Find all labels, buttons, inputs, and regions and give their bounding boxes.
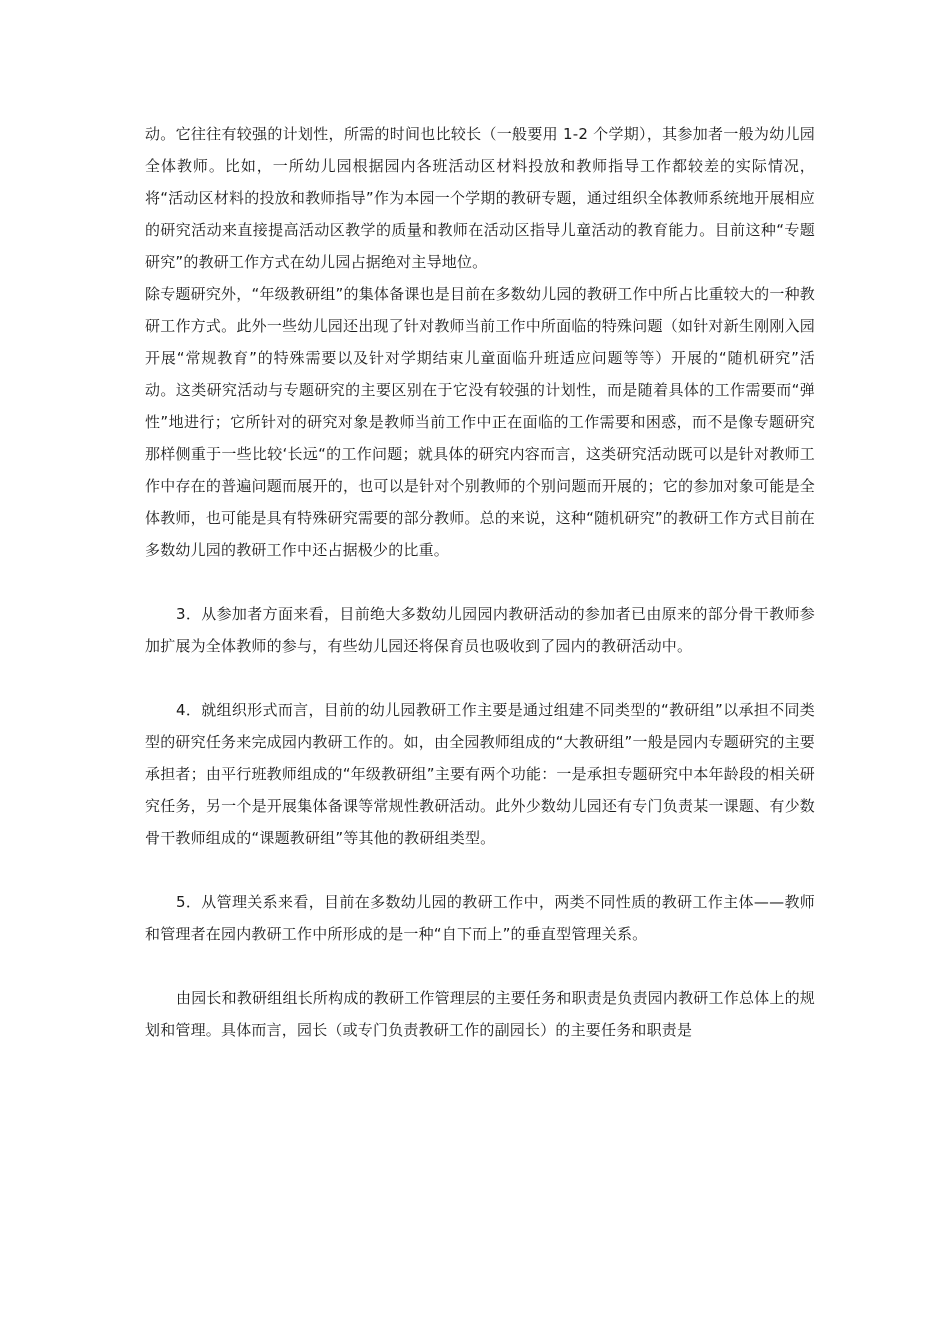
paragraph-special-research-continuation: 动。它往往有较强的计划性，所需的时间也比较长（一般要用 1-2 个学期），其参加者一般为幼儿园全体教师。比如，一所幼儿园根据园内各班活动区材料投放和教师指导工作都较差的实际情况，将“活动区材料的投放和教师指导”作为本园一个学期的教研专题，通过组织全体教师系统地开展相应的研究活动来直接提高活动区教学的质量和教师在活动区指导儿童活动的教育能力。目前这种“专题研究”的教研工作方式在幼儿园占据绝对主导地位。: [145, 125, 815, 271]
document-page: [145, 118, 815, 1046]
paragraph-point-4-organization: 4．就组织形式而言，目前的幼儿园教研工作主要是通过组建不同类型的“教研组”以承担不同类型的研究任务来完成园内教研工作的。如，由全园教师组成的“大教研组”一般是园内专题研究的主要承担者；由平行班教师组成的“年级教研组”主要有两个功能：一是承担专题研究中本年龄段的相关研究任务，另一个是开展集体备课等常规性教研活动。此外少数幼儿园还有专门负责某一课题、有少数骨干教师组成的“课题教研组”等其他的教研组类型。: [145, 701, 815, 847]
paragraph-point-3-participants: 3．从参加者方面来看，目前绝大多数幼儿园园内教研活动的参加者已由原来的部分骨干教师参加扩展为全体教师的参与，有些幼儿园还将保育员也吸收到了园内的教研活动中。: [145, 605, 815, 655]
paragraph-management-duties: 由园长和教研组组长所构成的教研工作管理层的主要任务和职责是负责园内教研工作总体上的规划和管理。具体而言，园长（或专门负责教研工作的副园长）的主要任务和职责是: [145, 989, 815, 1039]
paragraph-point-5-management: 5．从管理关系来看，目前在多数幼儿园的教研工作中，两类不同性质的教研工作主体——教师和管理者在园内教研工作中所形成的是一种“自下而上”的垂直型管理关系。: [145, 893, 815, 943]
paragraph-random-research: 除专题研究外，“年级教研组”的集体备课也是目前在多数幼儿园的教研工作中所占比重较大的一种教研工作方式。此外一些幼儿园还出现了针对教师当前工作中所面临的特殊问题（如针对新生刚刚入园开展“常规教育”的特殊需要以及针对学期结束儿童面临升班适应问题等等）开展的“随机研究”活动。这类研究活动与专题研究的主要区别在于它没有较强的计划性，而是随着具体的工作需要而“弹性”地进行；它所针对的研究对象是教师当前工作中正在面临的工作需要和困惑，而不是像专题研究那样侧重于一些比较‘长远“的工作问题；就具体的研究内容而言，这类研究活动既可以是针对教师工作中存在的普遍问题而展开的，也可以是针对个别教师的个别问题而开展的；它的参加对象可能是全体教师，也可能是具有特殊研究需要的部分教师。总的来说，这种“随机研究”的教研工作方式目前在多数幼儿园的教研工作中还占据极少的比重。: [145, 285, 815, 559]
